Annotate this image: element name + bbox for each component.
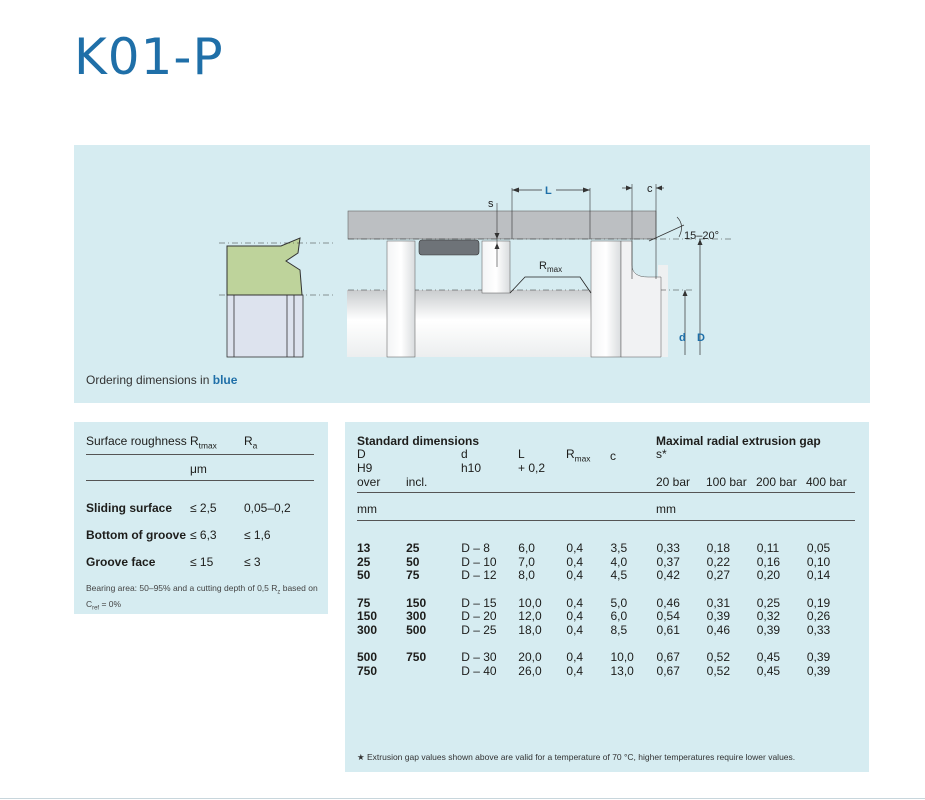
seal-diagram — [74, 145, 870, 365]
table-cell: 500 — [406, 622, 427, 637]
table-cell: 300 — [357, 622, 378, 637]
seal-diagram-panel — [74, 145, 870, 403]
table-cell: 0,39 — [806, 663, 831, 678]
row-ra: 0,05–0,2 — [244, 501, 291, 515]
table-cell: 0,45 — [756, 663, 781, 678]
table-cell: 0,4 — [566, 541, 584, 555]
table-cell: 150 — [357, 609, 378, 623]
table-cell: 300 — [406, 609, 427, 623]
table-cell: 0,67 — [656, 663, 680, 678]
table-cell: 0,52 — [706, 663, 730, 678]
table-cell: 50 — [357, 568, 371, 582]
table-cell: 0,4 — [566, 568, 584, 582]
table-cell: 10,0 — [518, 595, 542, 610]
groove-stub-left — [387, 241, 415, 357]
page-title: K01-P — [74, 28, 224, 86]
surface-roughness-panel — [74, 422, 328, 614]
table-cell: 75 — [357, 595, 371, 610]
label-c: c — [647, 183, 653, 195]
table-cell: 0,26 — [806, 609, 831, 623]
groove-stub-right — [591, 241, 621, 357]
table-cell: 6,0 — [518, 541, 535, 555]
table-cell: D – 12 — [461, 568, 497, 582]
table-cell: 13,0 — [610, 663, 634, 678]
col-pressure: 200 bar — [756, 475, 797, 489]
group-spacer — [357, 637, 867, 651]
table-cell: 0,31 — [706, 595, 730, 610]
row-ra: ≤ 3 — [244, 555, 261, 569]
table-cell: 10,0 — [610, 650, 634, 664]
row-rtmax: ≤ 2,5 — [190, 501, 217, 515]
table-cell: 26,0 — [518, 663, 542, 678]
housing — [348, 211, 656, 239]
col-pressure: 400 bar — [806, 475, 847, 489]
table-cell: D – 20 — [461, 609, 497, 623]
table-cell: 0,4 — [566, 650, 584, 664]
table-cell: D – 30 — [461, 650, 497, 664]
table-cell: 0,4 — [566, 622, 584, 637]
table-cell: 0,11 — [756, 541, 780, 555]
standard-dimensions-title: Standard dimensions — [357, 434, 480, 448]
table-cell: 0,39 — [756, 622, 781, 637]
seal-cross-section — [219, 238, 336, 357]
table-cell: 0,33 — [656, 541, 680, 555]
table-cell: 13 — [357, 541, 371, 555]
table-cell: 0,45 — [756, 650, 781, 664]
table-cell: 75 — [406, 568, 420, 582]
label-s: s — [488, 198, 494, 210]
table-cell: 0,18 — [706, 541, 730, 555]
table-cell: 0,67 — [656, 650, 680, 664]
table-cell: D – 8 — [461, 541, 490, 555]
divider — [357, 492, 855, 493]
table-row — [357, 569, 867, 583]
label-rmax: $R_{max}$ — [539, 260, 563, 274]
table-cell: 25 — [406, 541, 420, 555]
table-row — [357, 610, 867, 624]
table-cell: 0,14 — [806, 568, 831, 582]
bearing-area-note: Bearing area: 50–95% and a cutting depth of 0,5 $R_z$ based on $C_{ref} = 0\%$ — [86, 583, 318, 612]
table-row — [357, 665, 867, 679]
table-cell: 0,61 — [656, 622, 680, 637]
row-label: Groove face — [86, 555, 156, 569]
col-s: s* — [656, 447, 667, 461]
table-cell: 0,25 — [756, 595, 781, 610]
col-H9: H9 — [357, 461, 373, 475]
table-cell: 0,33 — [806, 622, 831, 637]
col-d: d — [461, 447, 468, 461]
table-cell — [406, 665, 461, 679]
table-cell: 50 — [406, 554, 420, 569]
ra-header: $R_a$ — [244, 434, 258, 451]
table-cell: 0,05 — [806, 541, 831, 555]
table-cell: 0,39 — [806, 650, 831, 664]
table-cell: 3,5 — [610, 541, 628, 555]
spacer-cell — [357, 637, 867, 651]
label-angle: 15–20° — [684, 230, 719, 242]
table-cell: 0,4 — [566, 595, 584, 610]
divider — [357, 520, 855, 521]
group-spacer — [357, 583, 867, 597]
col-c: c — [610, 449, 616, 463]
table-cell: 750 — [357, 663, 378, 678]
col-h10: h10 — [461, 461, 482, 475]
table-cell: D – 15 — [461, 595, 497, 610]
table-cell: 0,20 — [756, 568, 781, 582]
standard-dimensions-panel — [345, 422, 869, 772]
table-cell: 0,10 — [806, 554, 831, 569]
table-cell: 0,22 — [706, 554, 730, 569]
roughness-header: Surface roughness — [86, 434, 187, 448]
table-cell: D – 25 — [461, 622, 497, 637]
table-row — [357, 651, 867, 665]
col-rmax: $R_{max}$ — [566, 447, 591, 464]
table-row — [357, 556, 867, 570]
table-cell: 0,54 — [656, 609, 680, 623]
col-D: D — [357, 447, 366, 461]
table-cell: 4,5 — [610, 568, 628, 582]
col-pressure: 100 bar — [706, 475, 747, 489]
table-row — [357, 597, 867, 611]
table-cell: 0,16 — [756, 554, 781, 569]
table-cell: 18,0 — [518, 622, 542, 637]
divider — [86, 480, 314, 481]
table-cell: 5,0 — [610, 595, 628, 610]
table-cell: 0,52 — [706, 650, 730, 664]
table-cell: 0,4 — [566, 609, 584, 623]
page-bottom-rule — [0, 798, 925, 799]
ordering-note-text: Ordering dimensions in — [86, 373, 213, 387]
row-label: Sliding surface — [86, 501, 173, 515]
table-cell: 0,27 — [706, 568, 730, 582]
table-cell: 8,5 — [610, 622, 628, 637]
table-cell: 12,0 — [518, 609, 542, 623]
table-cell: 0,32 — [756, 609, 781, 623]
seal-in-groove — [419, 240, 479, 255]
col-incl: incl. — [406, 475, 428, 489]
table-row — [357, 542, 867, 556]
table-cell: 0,46 — [656, 595, 680, 610]
extrusion-footnote: ★ Extrusion gap values shown above are valid for a temperature of 70 °C, higher temperatures require lower values. — [357, 752, 796, 762]
table-cell: 0,37 — [656, 554, 680, 569]
row-rtmax: ≤ 6,3 — [190, 528, 217, 542]
table-cell: 150 — [406, 595, 427, 610]
rtmax-header: $R_{tmax}$ — [190, 434, 217, 451]
table-cell: 750 — [406, 650, 427, 664]
standard-dimensions-table — [357, 542, 867, 678]
table-cell: 500 — [357, 650, 378, 664]
row-ra: ≤ 1,6 — [244, 528, 271, 542]
table-cell: 0,4 — [566, 663, 584, 678]
row-label: Bottom of groove — [86, 528, 186, 542]
table-cell: 0,42 — [656, 568, 680, 582]
table-cell: D – 40 — [461, 663, 497, 678]
col-L: L — [518, 447, 525, 461]
col-pressure: 20 bar — [656, 475, 691, 489]
spacer-cell — [357, 583, 867, 597]
table-cell: 20,0 — [518, 650, 542, 664]
unit-um: μm — [190, 462, 207, 476]
table-cell: 0,19 — [806, 595, 831, 610]
label-d: d — [679, 332, 686, 344]
table-cell: 4,0 — [610, 554, 628, 569]
table-cell: 6,0 — [610, 609, 628, 623]
col-over: over — [357, 475, 381, 489]
table-cell: 0,4 — [566, 554, 584, 569]
unit-mm: mm — [357, 502, 377, 516]
table-cell: 25 — [357, 554, 371, 569]
table-cell: 8,0 — [518, 568, 535, 582]
table-cell: 7,0 — [518, 554, 535, 569]
label-L: L — [545, 185, 552, 197]
extrusion-gap-title: Maximal radial extrusion gap — [656, 434, 821, 448]
ordering-highlight: blue — [212, 373, 238, 387]
row-rtmax: ≤ 15 — [190, 555, 214, 569]
ordering-note — [86, 373, 237, 387]
table-cell: 0,39 — [706, 609, 730, 623]
divider — [86, 454, 314, 455]
table-row — [357, 624, 867, 638]
table-cell: 0,46 — [706, 622, 730, 637]
table-cell: D – 10 — [461, 554, 497, 569]
label-D: D — [697, 332, 705, 344]
col-L-tolerance: + 0,2 — [518, 461, 546, 475]
unit-mm: mm — [656, 502, 676, 516]
